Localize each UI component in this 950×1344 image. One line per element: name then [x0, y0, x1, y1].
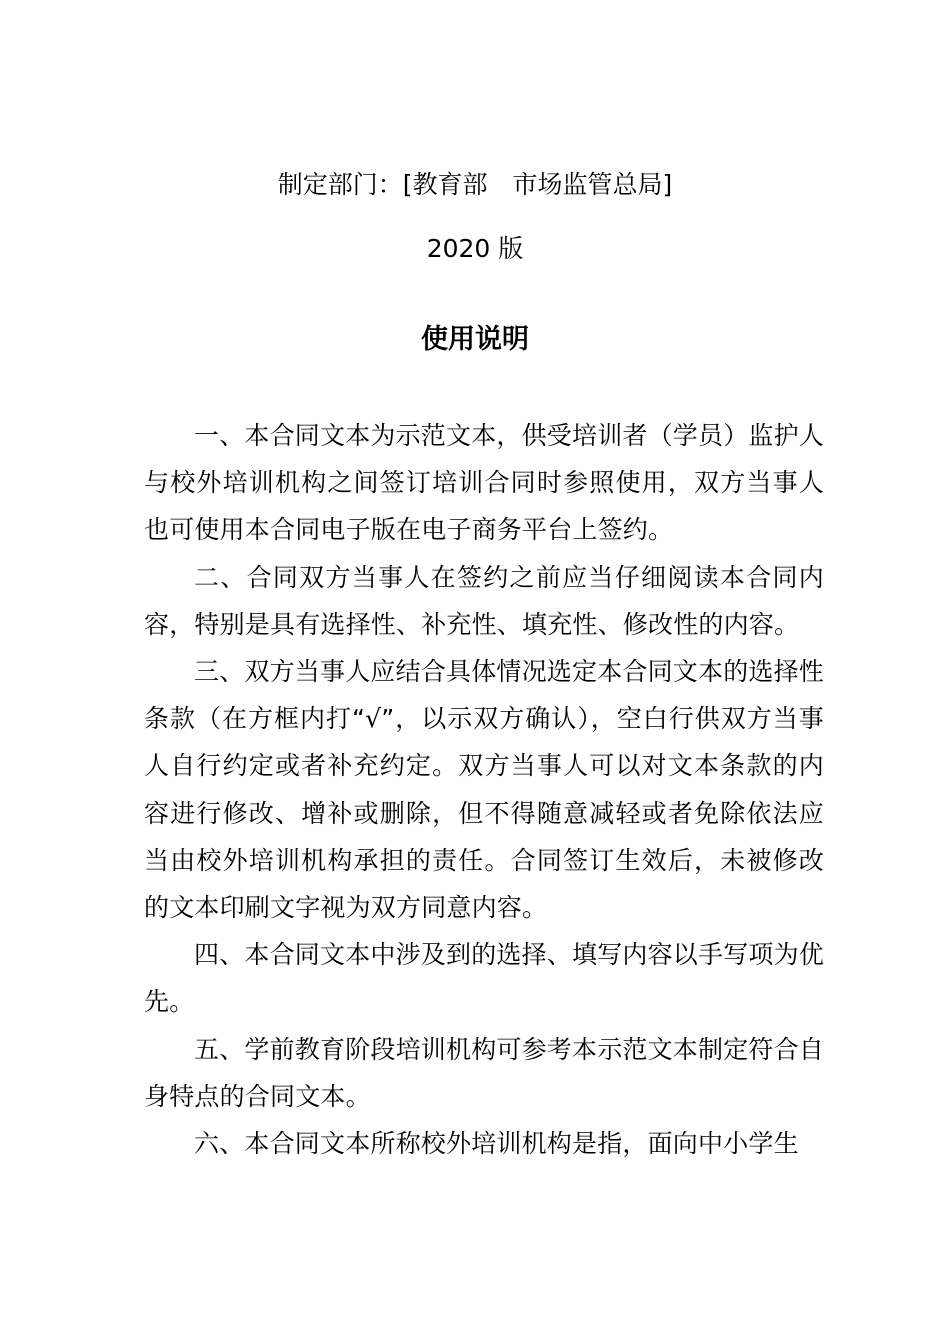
paragraph-2: 二、合同双方当事人在签约之前应当仔细阅读本合同内容，特别是具有选择性、补充性、填充性、修改性的内容。 [144, 562, 824, 639]
instructions-body [144, 412, 824, 1167]
document-title: 使用说明 [421, 324, 529, 355]
paragraph-5: 五、学前教育阶段培训机构可参考本示范文本制定符合自身特点的合同文本。 [144, 1034, 825, 1111]
paragraph-4: 四、本合同文本中涉及到的选择、填写内容以手写项为优先。 [144, 940, 825, 1017]
edition-line: 2020 版 [426, 234, 524, 263]
paragraph-3: 三、双方当事人应结合具体情况选定本合同文本的选择性条款（在方框内打“√”，以示双方确认），空白行供双方当事人自行约定或者补充约定。双方当事人可以对文本条款的内容进行修改、增补或删除，但不得随意减轻或者免除依法应当由校外培训机构承担的责任。合同签订生效后，未被修改的文本印刷文字视为双方同意内容。 [144, 657, 825, 923]
department-line: 制定部门：[教育部 市场监管总局] [277, 170, 673, 199]
paragraph-6: 六、本合同文本所称校外培训机构是指，面向中小学生 [194, 1129, 799, 1159]
paragraph-1: 一、本合同文本为示范文本，供受培训者（学员）监护人与校外培训机构之间签订培训合同时参照使用，双方当事人也可使用本合同电子版在电子商务平台上签约。 [144, 421, 825, 545]
